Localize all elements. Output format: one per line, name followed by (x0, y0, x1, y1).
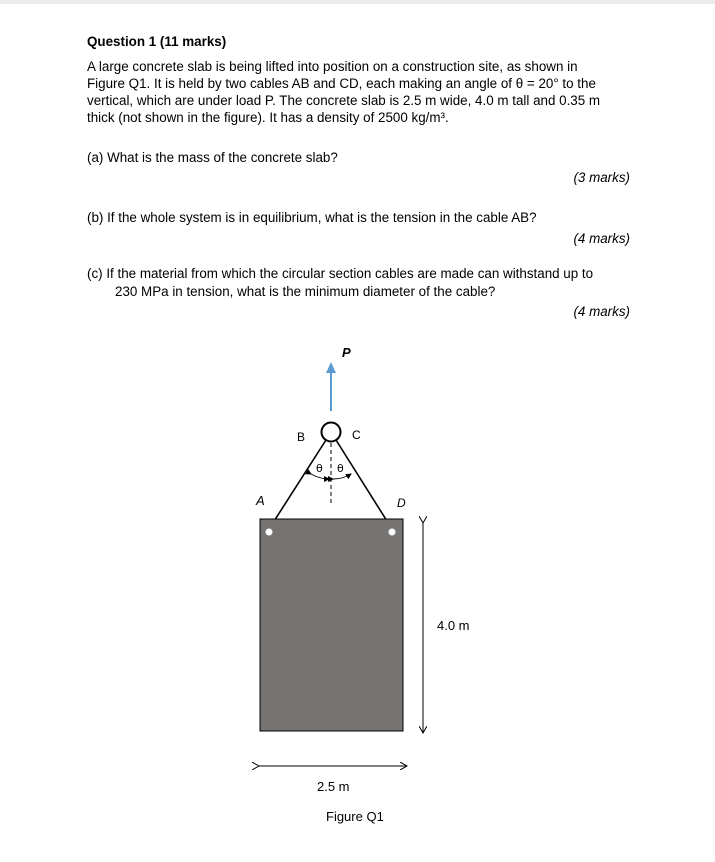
part-a-question: (a) What is the mass of the concrete slab? (87, 150, 338, 165)
question-title: Question 1 (11 marks) (87, 34, 227, 49)
part-b-marks: (4 marks) (573, 231, 630, 246)
attachment-point-d (389, 529, 396, 536)
intro-line-1: A large concrete slab is being lifted into position on a construction site, as shown in (87, 59, 578, 74)
figure-caption: Figure Q1 (326, 809, 384, 824)
load-label-p: P (342, 345, 351, 360)
label-d: D (397, 496, 406, 510)
height-label: 4.0 m (437, 618, 470, 633)
concrete-slab (260, 519, 403, 731)
lifting-ring (322, 423, 341, 442)
load-arrow-head (326, 362, 336, 373)
intro-line-4: thick (not shown in the figure). It has a density of 2500 kg/m³. (87, 110, 449, 125)
label-c: C (352, 428, 361, 442)
cable-cd (336, 440, 392, 529)
part-c-question-line-2: 230 MPa in tension, what is the minimum diameter of the cable? (115, 284, 496, 299)
intro-line-2: Figure Q1. It is held by two cables AB and CD, each making an angle of θ = 20° to the (87, 76, 596, 91)
label-b: B (297, 430, 306, 444)
angle-label-left: θ (316, 462, 323, 475)
label-a: A (256, 493, 265, 508)
attachment-point-a (266, 529, 273, 536)
cable-ab (269, 440, 326, 529)
width-label: 2.5 m (317, 779, 350, 794)
angle-label-right: θ (337, 462, 344, 475)
part-b-question: (b) If the whole system is in equilibrium, what is the tension in the cable AB? (87, 210, 537, 225)
part-c-question-line-1: (c) If the material from which the circular section cables are made can withstand up to (87, 266, 594, 281)
part-a-marks: (3 marks) (573, 170, 630, 185)
part-c-marks: (4 marks) (573, 304, 630, 319)
intro-line-3: vertical, which are under load P. The concrete slab is 2.5 m wide, 4.0 m tall and 0.35 m (87, 93, 601, 108)
